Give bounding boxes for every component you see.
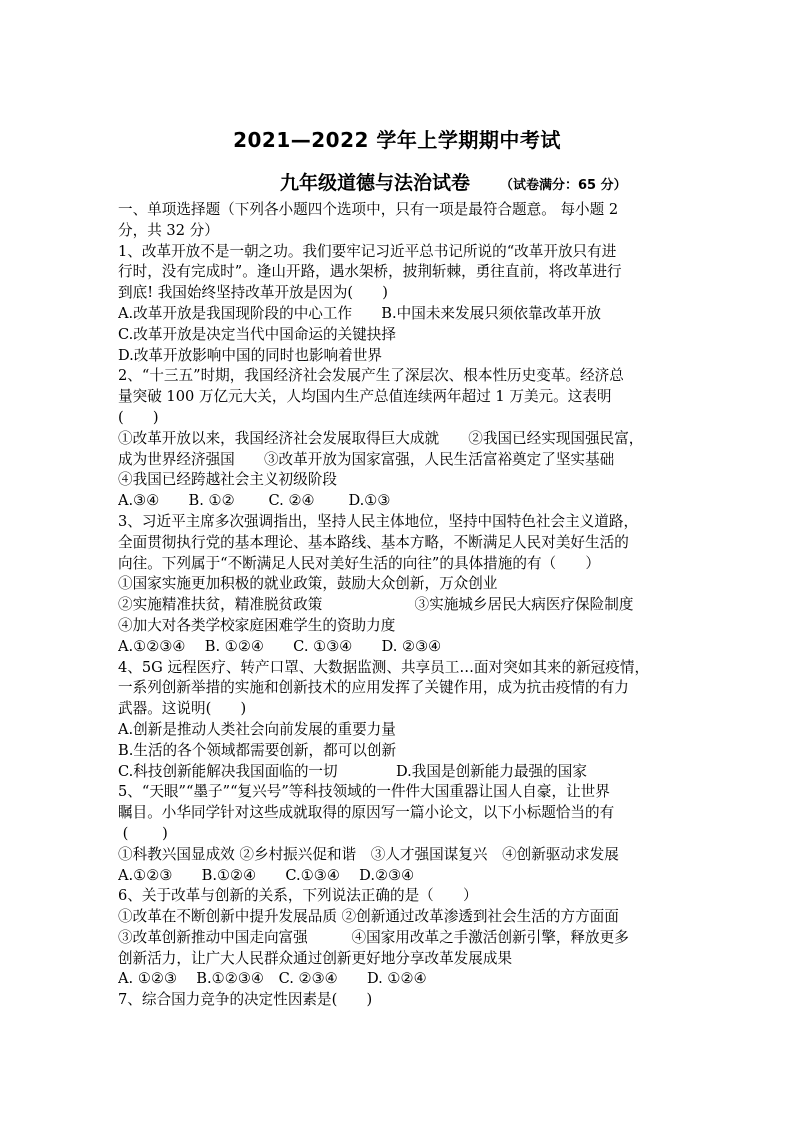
text-line: ③改革创新推动中国走向富强 ④国家用改革之手激活创新引擎，释放更多	[118, 928, 629, 946]
text-line: ④我国已经跨越社会主义初级阶段	[118, 471, 337, 489]
text-line: 1、改革开放不是一朝之功。我们要牢记习近平总书记所说的“改革开放只有进	[118, 242, 617, 260]
text-line: 瞩目。小华同学针对这些成就取得的原因写一篇小论文，以下小标题恰当的有	[118, 804, 615, 822]
text-line: A.①②③④ B. ①②④ C. ①③④ D. ②③④	[118, 637, 442, 655]
subtitle-row	[280, 168, 627, 195]
text-line: 全面贯彻执行党的基本理论、基本路线、基本方略，不断满足人民对美好生活的	[118, 533, 629, 551]
text-line: B.生活的各个领域都需要创新，都可以创新	[118, 741, 397, 759]
text-line: 量突破 100 万亿元大关，人均国内生产总值连续两年超过 1 万美元。这表明	[118, 388, 612, 406]
exam-subtitle: 九年级道德与法治试卷	[280, 172, 471, 194]
text-line: ①国家实施更加积极的就业政策，鼓励大众创新，万众创业	[118, 575, 498, 593]
text-line: 分，共 32 分）	[118, 221, 219, 239]
text-line: ④加大对各类学校家庭困难学生的资助力度	[118, 616, 396, 634]
text-line: ①改革在不断创新中提升发展品质 ②创新通过改革渗透到社会生活的方方面面	[118, 908, 619, 926]
text-line: 行时，没有完成时”。逢山开路，遇水架桥，披荆斩棘，勇往直前，将改革进行	[118, 263, 622, 281]
text-line: 成为世界经济强国 ③改革开放为国家富强，人民生活富裕奠定了坚实基础	[118, 450, 615, 468]
text-line: 7、综合国力竞争的决定性因素是( )	[118, 991, 373, 1009]
text-line: 4、5G 远程医疗、转产口罩、大数据监测、共享员工…面对突如其来的新冠疫情，	[118, 658, 650, 676]
exam-title: 2021—2022 学年上学期期中考试	[233, 128, 561, 152]
text-line: 3、习近平主席多次强调指出，坚持人民主体地位，坚持中国特色社会主义道路，	[118, 512, 639, 530]
text-line: 5、“天眼”“墨子”“复兴号”等科技领域的一件件大国重器让国人自豪，让世界	[118, 783, 610, 801]
exam-body	[118, 200, 678, 1011]
text-line: 一系列创新举措的实施和创新技术的应用发挥了关键作用，成为抗击疫情的有力	[118, 679, 629, 697]
text-line: ( )	[118, 408, 159, 426]
text-line: A.③④ B. ①② C. ②④ D.①③	[118, 492, 391, 510]
text-line: ①改革开放以来，我国经济社会发展取得巨大成就 ②我国已经实现国强民富，	[118, 429, 644, 447]
text-line: A. ①②③ B.①②③④ C. ②③④ D. ①②④	[118, 970, 427, 988]
text-line: ②实施精准扶贫，精准脱贫政策 ③实施城乡居民大病医疗保险制度	[118, 596, 634, 614]
text-line: 到底! 我国始终坚持改革开放是因为( )	[118, 284, 388, 302]
text-line: 武器。这说明( )	[118, 700, 247, 718]
text-line: A.①②③ B.①②④ C.①③④ D.②③④	[118, 866, 415, 884]
text-line: ①科教兴国显成效 ②乡村振兴促和谐 ③人才强国谋复兴 ④创新驱动求发展	[118, 845, 619, 863]
text-line: C.科技创新能解决我国面临的一切 D.我国是创新能力最强的国家	[118, 762, 587, 780]
text-line: C.改革开放是决定当代中国命运的关键抉择	[118, 325, 396, 343]
text-line: A.创新是推动人类社会向前发展的重要力量	[118, 720, 396, 738]
text-line: 6、关于改革与创新的关系，下列说法正确的是（ ）	[118, 887, 478, 905]
text-line: 向往。下列属于“不断满足人民对美好生活的向往”的具体措施的有（ ）	[118, 554, 600, 572]
text-line: 一、单项选择题（下列各小题四个选项中，只有一项是最符合题意。 每小题 2	[118, 201, 619, 218]
text-line: D.改革开放影响中国的同时也影响着世界	[118, 346, 382, 364]
text-line: ( )	[118, 824, 168, 842]
text-line: 创新活力，让广大人民群众通过创新更好地分享改革发展成果	[118, 949, 513, 967]
text-line: 2、“十三五”时期，我国经济社会发展产生了深层次、根本性历史变革。经济总	[118, 367, 624, 385]
text-line: A.改革开放是我国现阶段的中心工作 B.中国未来发展只须依靠改革开放	[118, 304, 601, 322]
score-note: （试卷满分：65 分）	[500, 178, 627, 193]
